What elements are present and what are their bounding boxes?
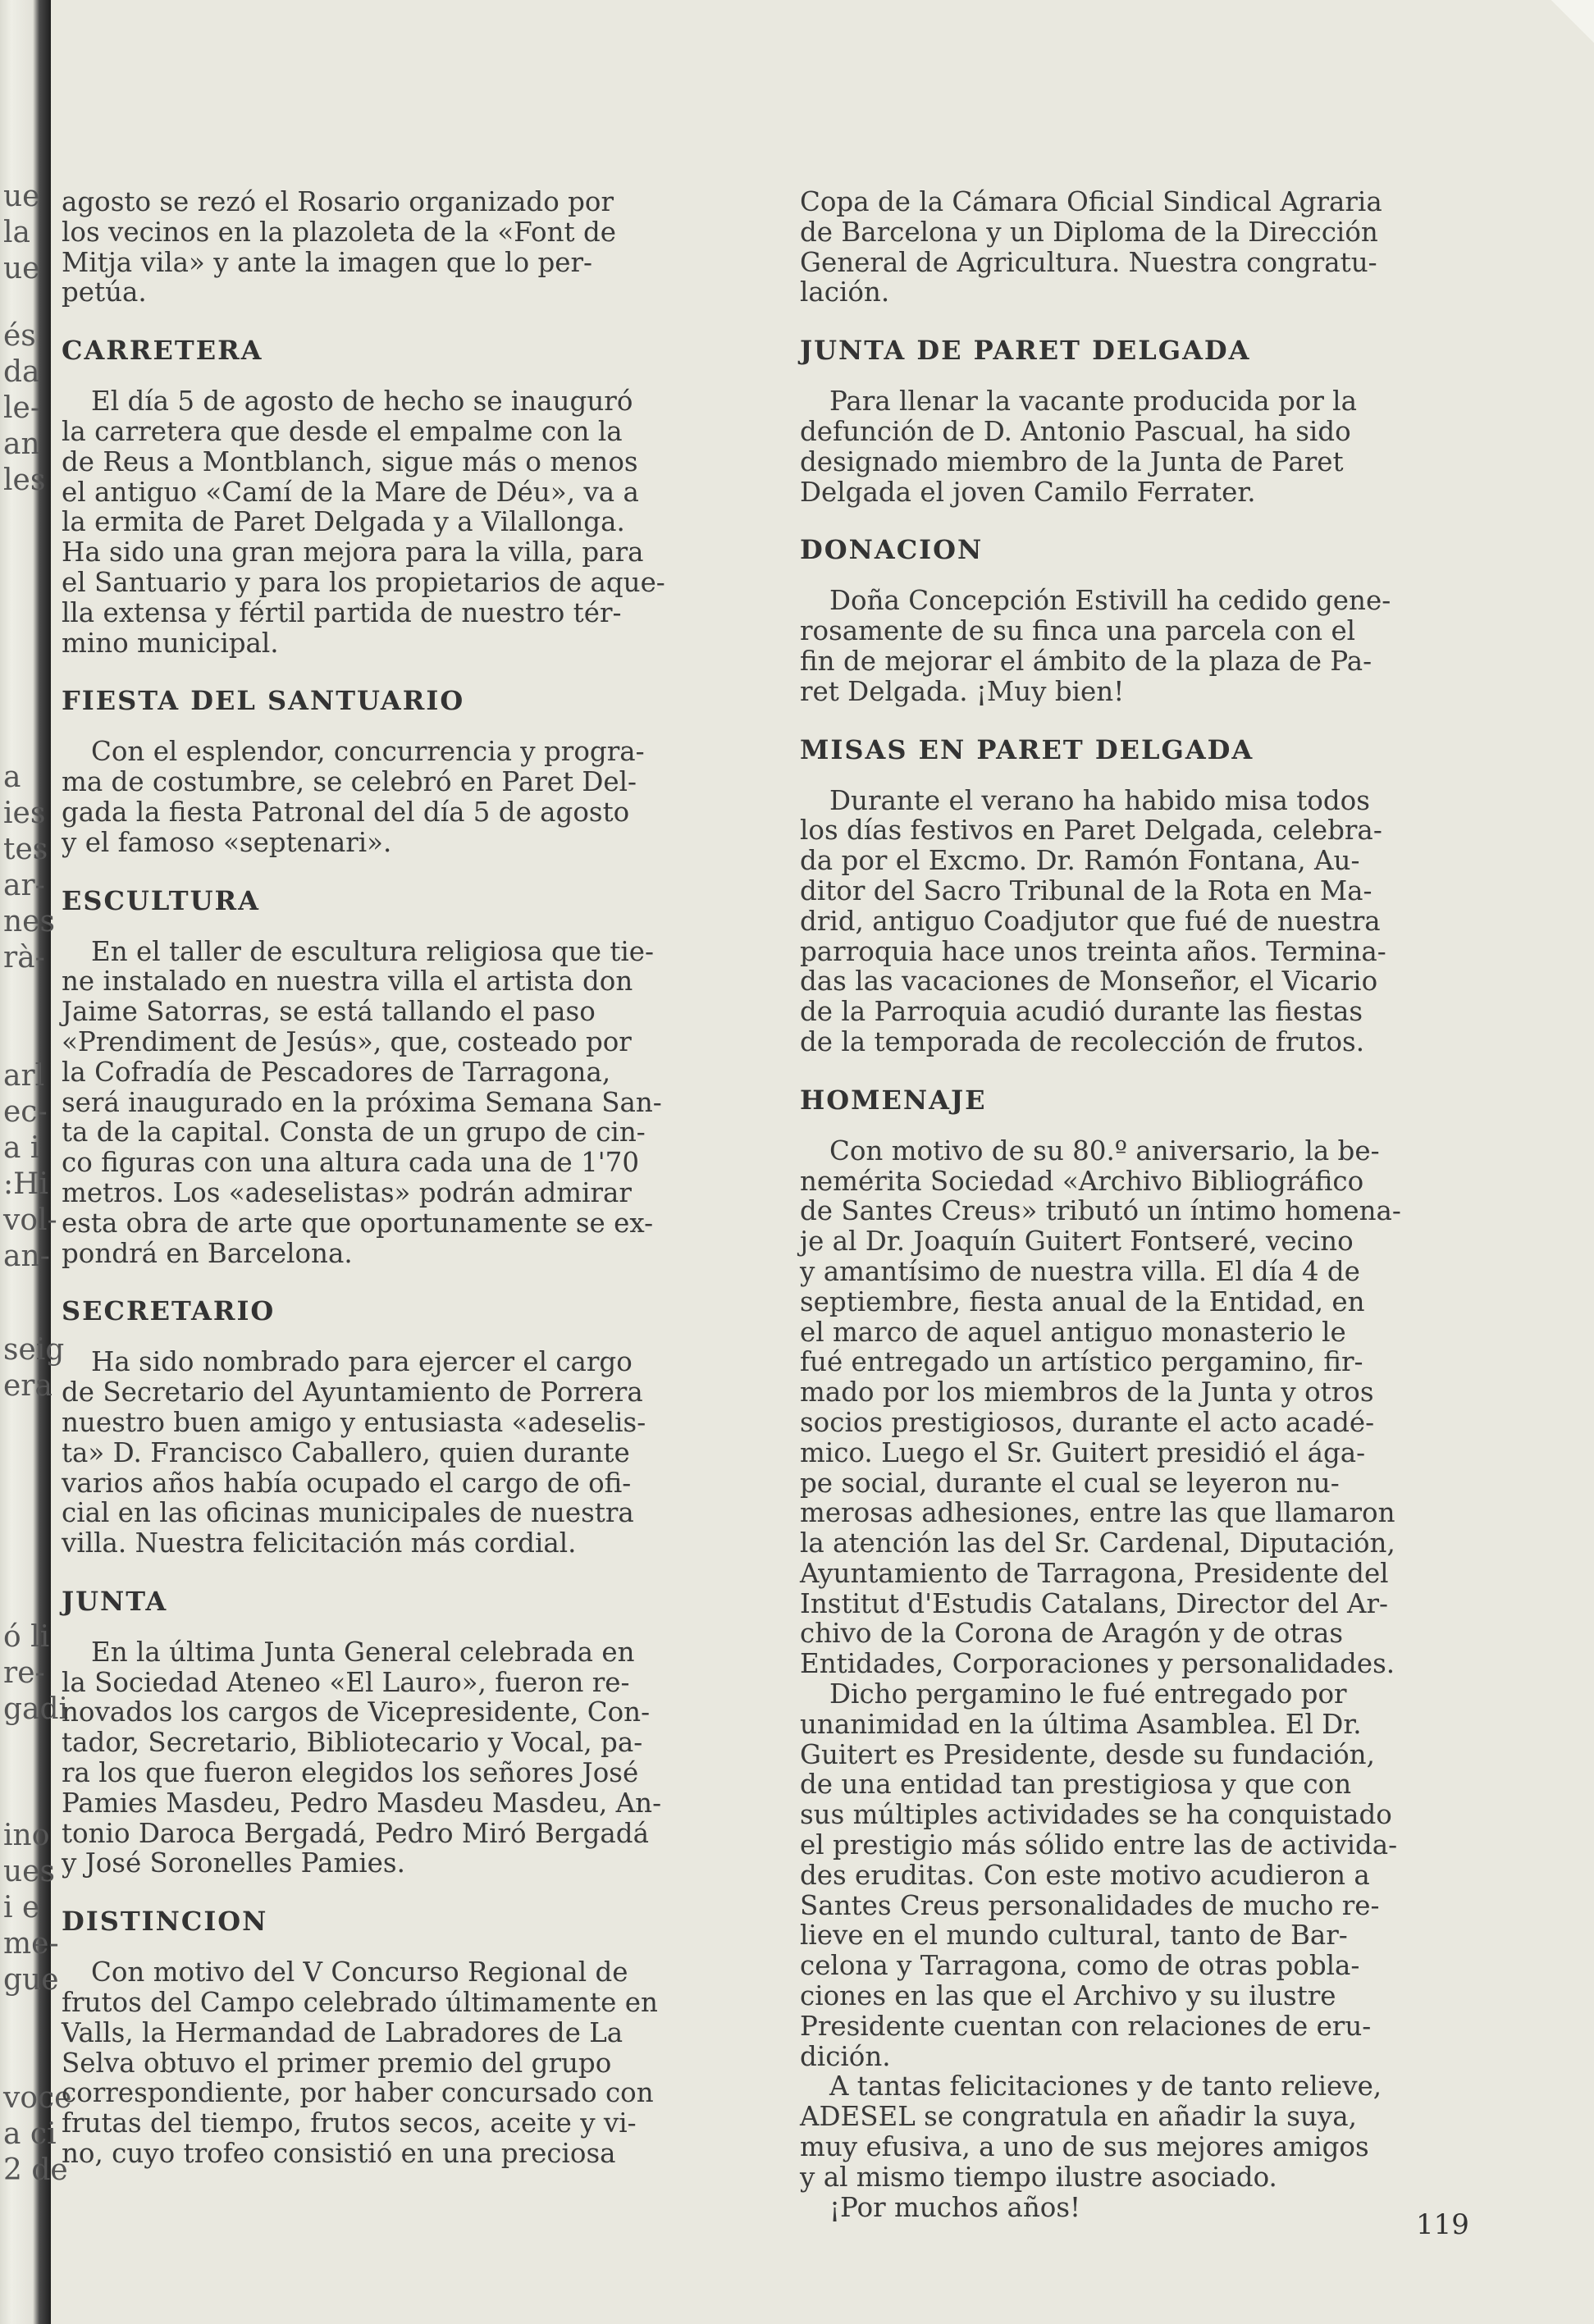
paragraph: Doña Concepción Estivill ha cedido gene- rosamente de su finca una parcela con el fin de mejorar el ámbito de la plaza de Pa- ret Delgada. ¡Muy bien!: [800, 585, 1391, 707]
margin-fragment: ue: [3, 180, 40, 213]
margin-fragment: arl: [3, 1059, 45, 1093]
section-heading: DISTINCION: [62, 1906, 268, 1938]
margin-fragment: ec-: [3, 1095, 48, 1129]
paragraph: agosto se rezó el Rosario organizado por los vecinos en la plazoleta de la «Font de Mitja vila» y ante la imagen que lo per- petúa.: [62, 186, 616, 308]
margin-fragment: és: [3, 319, 36, 353]
right-column: [800, 187, 1468, 2222]
section-heading: JUNTA DE PARET DELGADA: [800, 335, 1251, 367]
margin-fragment: a ci: [3, 2117, 57, 2151]
paragraph: En la última Junta General celebrada en la Sociedad Ateneo «El Lauro», fueron re- novados los cargos de Vicepresidente, Con- tador, Secretario, Bibliotecario y Vocal, pa- ra los que fueron elegidos los señores José Pamies Masdeu, Pedro Masdeu Masdeu, An- tonio Daroca Bergadá, Pedro Miró Bergadá y José Soronelles Pamies.: [62, 1636, 662, 1879]
section-heading: HOMENAJE: [800, 1084, 987, 1116]
margin-fragment: ino: [3, 1819, 50, 1852]
margin-fragment: i e: [3, 1891, 40, 1924]
margin-fragment: vol-: [3, 1203, 57, 1237]
section-heading: ESCULTURA: [62, 884, 260, 916]
margin-fragment: gue: [3, 1963, 59, 1997]
paragraph: A tantas felicitaciones y de tanto relieve, ADESEL se congratula en añadir la suya, muy efusiva, a uno de sus mejores amigos y al mismo tiempo ilustre asociado.: [800, 2071, 1382, 2193]
paragraph: El día 5 de agosto de hecho se inauguró la carretera que desde el empalme con la de Reus a Montblanch, sigue más o menos el antiguo «Camí de la Mare de Déu», va a la ermita de Paret Delgada y a Vilallonga. Ha sido una gran mejora para la villa, para el Santuario y para los propietarios de aque- lla extensa y fértil partida de nuestro tér- mino municipal.: [62, 386, 665, 659]
margin-fragment: an-: [3, 1240, 50, 1273]
paragraph: En el taller de escultura religiosa que tie- ne instalado en nuestra villa el artista don Jaime Satorras, se está tallando el paso «Prendiment de Jesús», que, costeado por la Cofradía de Pescadores de Tarragona, será inaugurado en la próxima Semana San- ta de la capital. Consta de un grupo de cin- co figuras con una altura cada una de 1'70 metros. Los «adeselistas» podrán admirar esta obra de arte que oportunamente se ex- pondrá en Barcelona.: [62, 935, 662, 1269]
paragraph: Con motivo de su 80.º aniversario, la be- nemérita Sociedad «Archivo Bibliográfico de Santes Creus» tributó un íntimo homena- je al Dr. Joaquín Guitert Fontseré, vecino y amantísimo de nuestra villa. El día 4 de septiembre, fiesta anual de la Entidad, en el marco de aquel antiguo monasterio le fué entregado un artístico pergamino, fir- mado por los miembros de la Junta y otros socios prestigiosos, durante el acto acadé- mico. Luego el Sr. Guitert presidió el ága- pe social, durante el cual se leyeron nu- merosas adhesiones, entre las que llamaron la atención las del Sr. Cardenal, Diputación, Ayuntamiento de Tarragona, Presidente del Institut d'Estudis Catalans, Director del Ar- chivo de la Corona de Aragón y de otras Entidades, Corporaciones y personalidades.: [800, 1135, 1401, 1680]
margin-fragment: a i: [3, 1131, 40, 1165]
margin-fragment: an: [3, 427, 40, 461]
section-heading: DONACION: [800, 534, 984, 566]
paragraph: ¡Por muchos años!: [829, 2191, 1081, 2223]
margin-fragment: tes: [3, 833, 48, 866]
section-heading: SECRETARIO: [62, 1295, 276, 1327]
margin-fragment: rà-: [3, 941, 45, 975]
margin-fragment: seig: [3, 1333, 65, 1367]
margin-fragment: me-: [3, 1927, 59, 1961]
paragraph: Con el esplendor, concurrencia y progra- ma de costumbre, se celebró en Paret Del- gada la fiesta Patronal del día 5 de agosto y el famoso «septenari».: [62, 736, 645, 858]
margin-fragment: a: [3, 760, 21, 794]
margin-fragment: ar-: [3, 869, 45, 902]
margin-fragment: le-: [3, 391, 40, 425]
margin-fragment: re-: [3, 1656, 45, 1690]
paragraph: Copa de la Cámara Oficial Sindical Agraria de Barcelona y un Diploma de la Dirección General de Agricultura. Nuestra congratu- lación.: [800, 186, 1382, 308]
margin-fragment: era: [3, 1369, 53, 1403]
margin-fragment: ies: [3, 797, 46, 830]
page-number: 119: [1416, 2208, 1469, 2241]
paragraph: Para llenar la vacante producida por la defunción de D. Antonio Pascual, ha sido designado miembro de la Junta de Paret Delgada el joven Camilo Ferrater.: [800, 386, 1357, 508]
margin-fragment: nes: [3, 905, 55, 938]
section-heading: CARRETERA: [62, 335, 263, 367]
paragraph: Dicho pergamino le fué entregado por unanimidad en la última Asamblea. El Dr. Guitert es Presidente, desde su fundación, de una entidad tan prestigiosa y que con sus múltiples actividades se ha conquistado el prestigio más sólido entre las de activida- des eruditas. Con este motivo acudieron a Santes Creus personalidades de mucho re- lieve en el mundo cultural, tanto de Bar- celona y Tarragona, como de otras pobla- ciones en las que el Archivo y su ilustre Presidente cuentan con relaciones de eru- dición.: [800, 1678, 1398, 2072]
section-heading: FIESTA DEL SANTUARIO: [62, 685, 465, 717]
margin-fragment: ues: [3, 1855, 55, 1888]
section-heading: JUNTA: [62, 1585, 168, 1617]
margin-fragment: voce: [3, 2081, 72, 2115]
margin-fragment: 2 de: [3, 2153, 68, 2187]
margin-fragment: la: [3, 216, 30, 249]
paragraph: Con motivo del V Concurso Regional de frutos del Campo celebrado últimamente en Valls, la Hermandad de Labradores de La Selva obtuvo el primer premio del grupo correspondiente, por haber concursado con frutas del tiempo, frutos secos, aceite y vi- no, cuyo trofeo consistió en una preciosa: [62, 1956, 658, 2170]
margin-fragment: da: [3, 355, 40, 389]
margin-fragment: :Hi: [3, 1167, 49, 1201]
left-column: [62, 187, 718, 2169]
margin-fragment: ue: [3, 252, 40, 285]
paragraph: Durante el verano ha habido misa todos los días festivos en Paret Delgada, celebra- da por el Excmo. Dr. Ramón Fontana, Au- ditor del Sacro Tribunal de la Rota en Ma- drid, antiguo Coadjutor que fué de nuestra parroquia hace unos treinta años. Termina- das las vacaciones de Monseñor, el Vicario de la Parroquia acudió durante las fiestas de la temporada de recolección de frutos.: [800, 784, 1386, 1057]
page-corner: [1551, 0, 1594, 43]
section-heading: MISAS EN PARET DELGADA: [800, 733, 1254, 765]
paragraph: Ha sido nombrado para ejercer el cargo de Secretario del Ayuntamiento de Porrera nuestro buen amigo y entusiasta «adeselis- ta» D. Francisco Caballero, quien durante varios años había ocupado el cargo de ofi- cial en las oficinas municipales de nuestra villa. Nuestra felicitación más cordial.: [62, 1346, 646, 1559]
margin-fragment: ó li: [3, 1620, 50, 1654]
margin-fragment: les: [3, 463, 46, 497]
margin-fragment: gadi: [3, 1692, 69, 1726]
